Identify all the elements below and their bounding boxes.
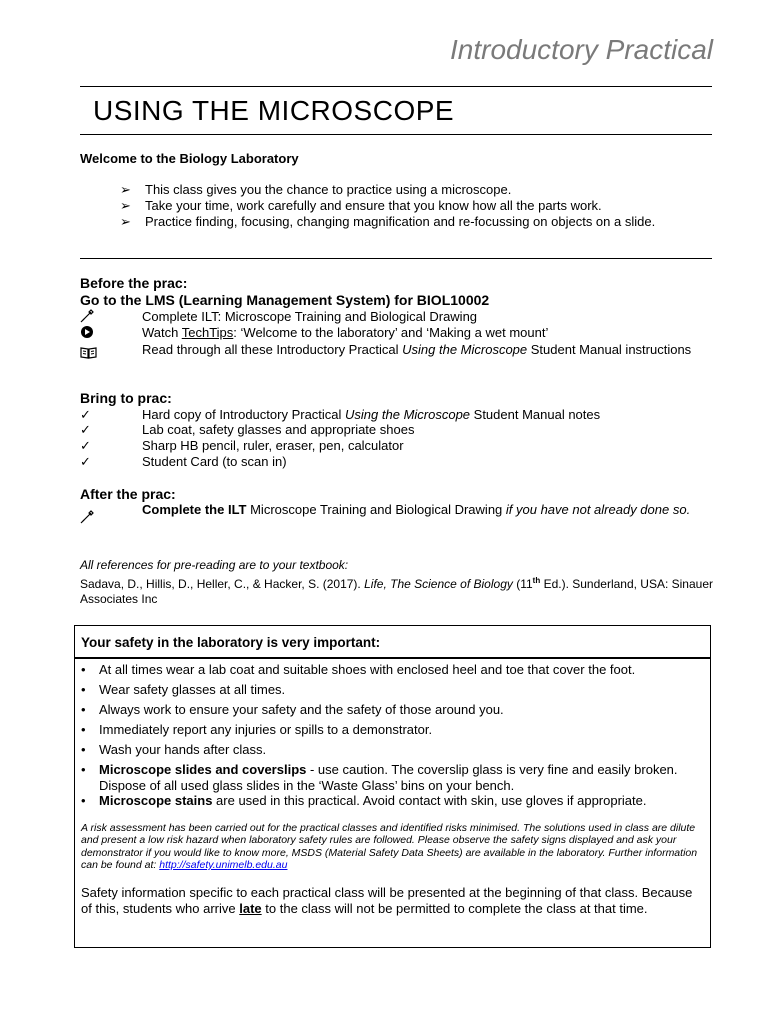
before-heading: Before the prac: — [80, 275, 188, 291]
play-icon — [80, 325, 142, 341]
safety-heading: Your safety in the laboratory is very important: — [81, 635, 381, 650]
page-title: USING THE MICROSCOPE — [93, 95, 455, 126]
divider-welcome — [80, 258, 712, 259]
before-subheading: Go to the LMS (Learning Management System) for BIOL10002 — [80, 292, 490, 308]
safety-info: Safety information specific to each practical class will be presented at the beginning of that class. Because of this, students who arrive late to the class will not be permitted to complete the class at that time. — [81, 885, 693, 916]
bullet-icon: • — [81, 742, 86, 757]
bring-item: ✓ Sharp HB pencil, ruler, eraser, pen, calculator — [80, 438, 404, 453]
check-icon: ✓ — [80, 454, 91, 469]
safety-box-header — [75, 626, 710, 659]
pencil-icon — [80, 309, 142, 325]
book-icon — [80, 342, 142, 360]
before-item-ilt: Complete ILT: Microscope Training and Biological Drawing — [80, 309, 712, 325]
check-icon: ✓ — [80, 438, 91, 453]
citation: Sadava, D., Hillis, D., Heller, C., & Hacker, S. (2017). Life, The Science of Biology (11th Ed.). Sunderland, USA: Sinauer Associates Inc — [80, 576, 713, 606]
bring-item: ✓ Student Card (to scan in) — [80, 454, 287, 469]
list-item: ➢ This class gives you the chance to practice using a microscope. — [120, 182, 512, 197]
header-title: Introductory Practical — [450, 34, 713, 65]
risk-assessment-note: A risk assessment has been carried out for the practical classes and identified risks minimised. The solutions used in class are dilute and present a low risk hazard when laboratory safety rules are followed. Please observe the safety signs displayed and ask your demonstrator if you would like to know more, MSDS (Material Safety Data Sheets) are available in the laboratory. Further information can be found at: http://safety.unimelb.edu.au — [81, 822, 698, 871]
bring-item: ✓ Lab coat, safety glasses and appropriate shoes — [80, 422, 415, 437]
techtips-link[interactable]: TechTips — [181, 325, 234, 340]
list-item: ➢ Take your time, work carefully and ensure that you know how all the parts work. — [120, 198, 602, 213]
arrow-bullet-icon: ➢ — [120, 182, 131, 197]
safety-box — [74, 625, 711, 948]
references-note: All references for pre-reading are to your textbook: — [80, 558, 349, 572]
bullet-icon: • — [81, 722, 86, 737]
divider-title — [80, 134, 712, 135]
bring-item: ✓ Hard copy of Introductory Practical Using the Microscope Student Manual notes — [80, 407, 601, 422]
pencil-icon — [80, 502, 142, 524]
list-item: ➢ Practice finding, focusing, changing magnification and re-focussing on objects on a slide. — [120, 214, 656, 229]
bullet-icon: • — [81, 762, 86, 777]
bring-heading: Bring to prac: — [80, 390, 172, 406]
safety-item: • Always work to ensure your safety and the safety of those around you. — [81, 702, 504, 717]
safety-item: • At all times wear a lab coat and suitable shoes with enclosed heel and toe that cover the foot. — [81, 662, 636, 677]
safety-item: • Wear safety glasses at all times. — [81, 682, 286, 697]
divider-top — [80, 86, 712, 87]
safety-item: • Microscope stains are used in this practical. Avoid contact with skin, use gloves if appropriate. — [81, 793, 647, 808]
check-icon: ✓ — [80, 407, 91, 422]
bullet-icon: • — [81, 662, 86, 677]
check-icon: ✓ — [80, 422, 91, 437]
bullet-icon: • — [81, 793, 86, 808]
safety-item: • Immediately report any injuries or spills to a demonstrator. — [81, 722, 433, 737]
safety-link[interactable]: http://safety.unimelb.edu.au — [159, 858, 288, 871]
safety-item: • Microscope slides and coverslips - use caution. The coverslip glass is very fine and easily broken. Dispose of all used glass slides in the ‘Waste Glass’ bins on your bench. — [81, 762, 678, 793]
welcome-list — [120, 182, 655, 230]
bullet-icon: • — [81, 682, 86, 697]
before-item-techtips: Watch TechTips: ‘Welcome to the laboratory’ and ‘Making a wet mount’ — [80, 325, 712, 341]
references — [80, 558, 720, 607]
bullet-icon: • — [81, 702, 86, 717]
safety-item: • Wash your hands after class. — [81, 742, 267, 757]
welcome-heading: Welcome to the Biology Laboratory — [80, 151, 299, 166]
arrow-bullet-icon: ➢ — [120, 214, 131, 229]
after-heading: After the prac: — [80, 486, 176, 502]
after-item: Complete the ILT Microscope Training and Biological Drawing if you have not already done so. — [80, 502, 712, 524]
arrow-bullet-icon: ➢ — [120, 198, 131, 213]
before-item-read: Read through all these Introductory Practical Using the Microscope Student Manual instructions — [80, 342, 712, 360]
